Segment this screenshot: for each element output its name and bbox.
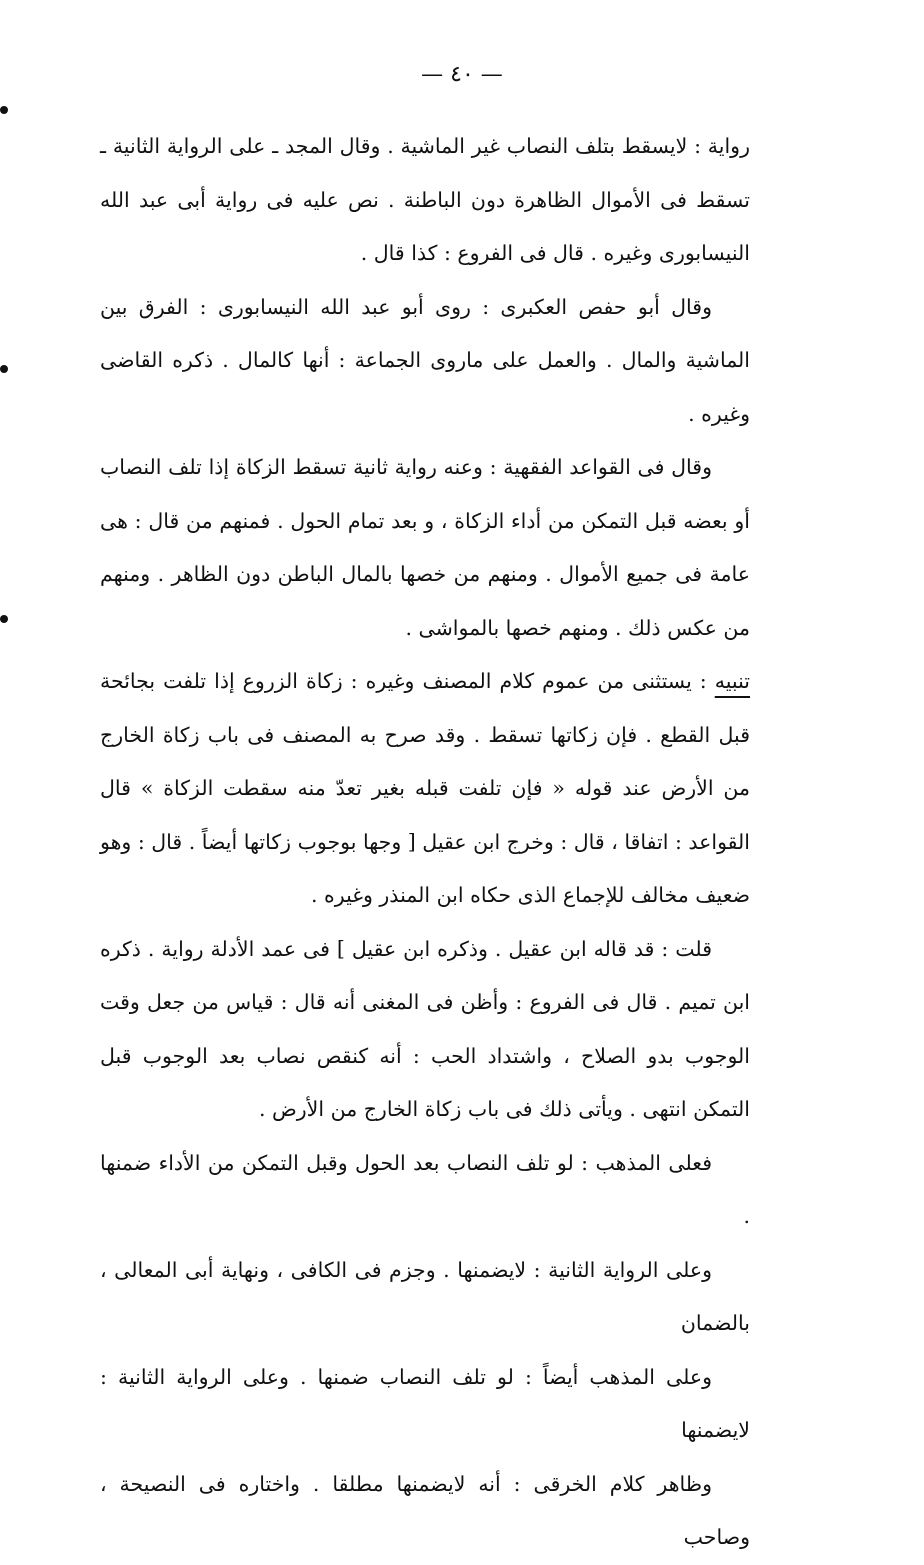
paragraph-8: وعلى المذهب أيضاً : لو تلف النصاب ضمنها . وعلى الرواية الثانية : لايضمنها: [100, 1364, 750, 1442]
note-label: تنبيه: [714, 669, 750, 693]
paragraph-2: وقال أبو حفص العكبرى : روى أبو عبد الله النيسابورى : الفرق بين الماشية والمال . والعمل على ماروى الجماعة : أنها كالمال . ذكره القاضى وغيره .: [100, 294, 750, 426]
paragraph-6: فعلى المذهب : لو تلف النصاب بعد الحول وقبل التمكن من الأداء ضمنها .: [100, 1150, 750, 1228]
page-number: — ٤٠ —: [421, 62, 503, 87]
paragraph-7: وعلى الرواية الثانية : لايضمنها . وجزم فى الكافى ، ونهاية أبى المعالى ، بالضمان: [100, 1257, 750, 1335]
margin-speck: [0, 106, 8, 114]
paragraph-1: رواية : لايسقط بتلف النصاب غير الماشية . وقال المجد ـ على الرواية الثانية ـ تسقط فى الأموال الظاهرة دون الباطنة . نص عليه فى رواية أبى عبد الله النيسابورى وغيره . قال فى الفروع : كذا قال .: [100, 134, 750, 265]
paragraph-3: وقال فى القواعد الفقهية : وعنه رواية ثانية تسقط الزكاة إذا تلف النصاب أو بعضه قبل التمكن من أداء الزكاة ، و بعد تمام الحول . فمنهم من قال : هى عامة فى جميع الأموال . ومنهم من خصها بالمال الباطن دون الظاهر . ومنهم من عكس ذلك . ومنهم خصها بالمواشى .: [100, 455, 750, 640]
margin-speck: [0, 365, 8, 373]
paragraph-9: وظاهر كلام الخرقى : أنه لايضمنها مطلقا . واختاره فى النصيحة ، وصاحب: [100, 1471, 750, 1549]
paragraph-note: [100, 655, 750, 923]
note-text: : يستثنى من عموم كلام المصنف وغيره : زكاة الزروع إذا تلفت بجائحة قبل القطع . فإن زكاتها تسقط . وقد صرح به المصنف فى باب زكاة الخارج من الأرض عند قوله « فإن تلفت قبله بغير تعدّ منه سقطت الزكاة » قال القواعد : اتفاقا ، قال : وخرج ابن عقيل [ وجها بوجوب زكاتها أيضاً . قال : وهو ضعيف مخالف للإجماع الذى حكاه ابن المنذر وغيره .: [100, 669, 750, 907]
paragraph-5: قلت : قد قاله ابن عقيل . وذكره ابن عقيل ] فى عمد الأدلة رواية . ذكره ابن تميم . قال فى الفروع : وأظن فى المغنى أنه قال : قياس من جعل وقت الوجوب بدو الصلاح ، واشتداد الحب : أنه كنقص نصاب بعد الوجوب قبل التمكن انتهى . ويأتى ذلك فى باب زكاة الخارج من الأرض .: [100, 936, 750, 1121]
margin-speck: [0, 615, 8, 623]
page-body: [100, 120, 750, 1565]
